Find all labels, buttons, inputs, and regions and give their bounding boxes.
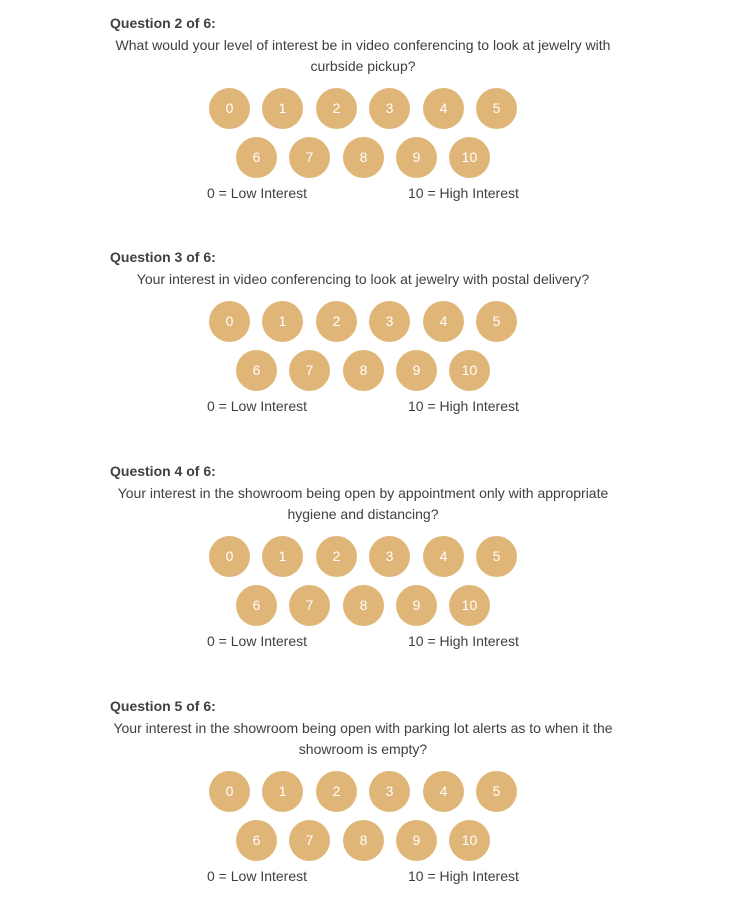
question-text: Your interest in the showroom being open by appointment only with appropriate hygiene and distancing? bbox=[117, 485, 609, 522]
rating-option-1[interactable]: 1 bbox=[262, 771, 303, 812]
rating-option-5[interactable]: 5 bbox=[476, 771, 517, 812]
rating-option-2[interactable]: 2 bbox=[316, 536, 357, 577]
rating-option-6[interactable]: 6 bbox=[236, 585, 277, 626]
high-interest-label: 10 = High Interest bbox=[408, 633, 519, 649]
low-interest-label: 0 = Low Interest bbox=[207, 868, 308, 884]
high-interest-label: 10 = High Interest bbox=[408, 398, 519, 414]
rating-option-9[interactable]: 9 bbox=[396, 350, 437, 391]
rating-option-6[interactable]: 6 bbox=[236, 820, 277, 861]
rating-option-3[interactable]: 3 bbox=[369, 771, 410, 812]
rating-option-7[interactable]: 7 bbox=[289, 350, 330, 391]
rating-option-0[interactable]: 0 bbox=[209, 88, 250, 129]
low-interest-label: 0 = Low Interest bbox=[207, 633, 308, 649]
rating-option-7[interactable]: 7 bbox=[289, 137, 330, 178]
rating-option-7[interactable]: 7 bbox=[289, 820, 330, 861]
question-label: Question 4 of 6: bbox=[110, 463, 216, 479]
rating-option-1[interactable]: 1 bbox=[262, 88, 303, 129]
rating-option-4[interactable]: 4 bbox=[423, 301, 464, 342]
rating-option-10[interactable]: 10 bbox=[449, 585, 490, 626]
low-interest-label: 0 = Low Interest bbox=[207, 398, 308, 414]
rating-option-4[interactable]: 4 bbox=[423, 536, 464, 577]
question-label: Question 2 of 6: bbox=[110, 15, 216, 31]
rating-option-3[interactable]: 3 bbox=[369, 88, 410, 129]
rating-option-9[interactable]: 9 bbox=[396, 137, 437, 178]
rating-option-6[interactable]: 6 bbox=[236, 137, 277, 178]
rating-option-10[interactable]: 10 bbox=[449, 137, 490, 178]
low-interest-label: 0 = Low Interest bbox=[207, 185, 308, 201]
question-text: Your interest in the showroom being open with parking lot alerts as to when it the showroom is empty? bbox=[113, 720, 613, 757]
rating-option-2[interactable]: 2 bbox=[316, 88, 357, 129]
rating-option-8[interactable]: 8 bbox=[343, 137, 384, 178]
rating-option-10[interactable]: 10 bbox=[449, 350, 490, 391]
rating-option-1[interactable]: 1 bbox=[262, 301, 303, 342]
rating-option-1[interactable]: 1 bbox=[262, 536, 303, 577]
rating-option-9[interactable]: 9 bbox=[396, 585, 437, 626]
high-interest-label: 10 = High Interest bbox=[408, 185, 519, 201]
question-label: Question 5 of 6: bbox=[110, 698, 216, 714]
rating-option-0[interactable]: 0 bbox=[209, 771, 250, 812]
rating-option-8[interactable]: 8 bbox=[343, 350, 384, 391]
rating-option-2[interactable]: 2 bbox=[316, 771, 357, 812]
rating-option-2[interactable]: 2 bbox=[316, 301, 357, 342]
rating-option-0[interactable]: 0 bbox=[209, 301, 250, 342]
rating-option-5[interactable]: 5 bbox=[476, 88, 517, 129]
question-text: What would your level of interest be in video conferencing to look at jewelry with curbside pickup? bbox=[115, 37, 611, 74]
rating-option-7[interactable]: 7 bbox=[289, 585, 330, 626]
rating-option-6[interactable]: 6 bbox=[236, 350, 277, 391]
rating-option-5[interactable]: 5 bbox=[476, 536, 517, 577]
rating-option-9[interactable]: 9 bbox=[396, 820, 437, 861]
question-label: Question 3 of 6: bbox=[110, 249, 216, 265]
rating-option-3[interactable]: 3 bbox=[369, 536, 410, 577]
rating-option-0[interactable]: 0 bbox=[209, 536, 250, 577]
rating-option-5[interactable]: 5 bbox=[476, 301, 517, 342]
rating-option-8[interactable]: 8 bbox=[343, 820, 384, 861]
rating-option-10[interactable]: 10 bbox=[449, 820, 490, 861]
high-interest-label: 10 = High Interest bbox=[408, 868, 519, 884]
question-text: Your interest in video conferencing to look at jewelry with postal delivery? bbox=[136, 271, 590, 287]
rating-option-3[interactable]: 3 bbox=[369, 301, 410, 342]
rating-option-8[interactable]: 8 bbox=[343, 585, 384, 626]
rating-option-4[interactable]: 4 bbox=[423, 88, 464, 129]
rating-option-4[interactable]: 4 bbox=[423, 771, 464, 812]
